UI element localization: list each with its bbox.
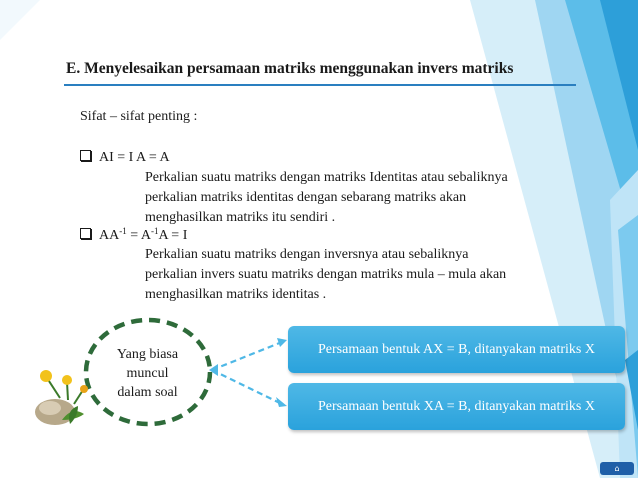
description-line: Perkalian suatu matriks dengan matriks Identitas atau sebaliknya <box>145 170 508 185</box>
description-line: menghasilkan matriks identitas . <box>145 287 327 302</box>
description-line: Perkalian suatu matriks dengan inversnya atau sebaliknya <box>145 247 469 262</box>
slide-title: E. Menyelesaikan persamaan matriks menggunakan invers matriks <box>66 60 514 77</box>
description-line: perkalian invers suatu matriks dengan matriks mula – mula akan <box>145 267 507 282</box>
flower-rock-clipart <box>35 370 88 425</box>
home-button-icon[interactable]: ⌂ <box>600 462 634 475</box>
connector-arrows <box>212 342 282 404</box>
description-line: menghasilkan matriks itu sendiri . <box>145 210 336 225</box>
property-2-formula: $AA^{-1} = A^{-1}A = I$ <box>80 228 187 244</box>
source-label: Yang biasa muncul dalam soal <box>116 347 179 400</box>
properties-heading: Sifat – sifat penting : <box>80 109 198 124</box>
property-1-formula: AI = I A = A <box>80 150 170 166</box>
description-line: perkalian matriks identitas dengan sebarang matriks akan <box>145 190 467 205</box>
target-box-xa-b: Persamaan bentuk XA = B, ditanyakan matriks X <box>288 383 625 430</box>
target-box-ax-b: Persamaan bentuk AX = B, ditanyakan matriks X <box>288 326 625 373</box>
